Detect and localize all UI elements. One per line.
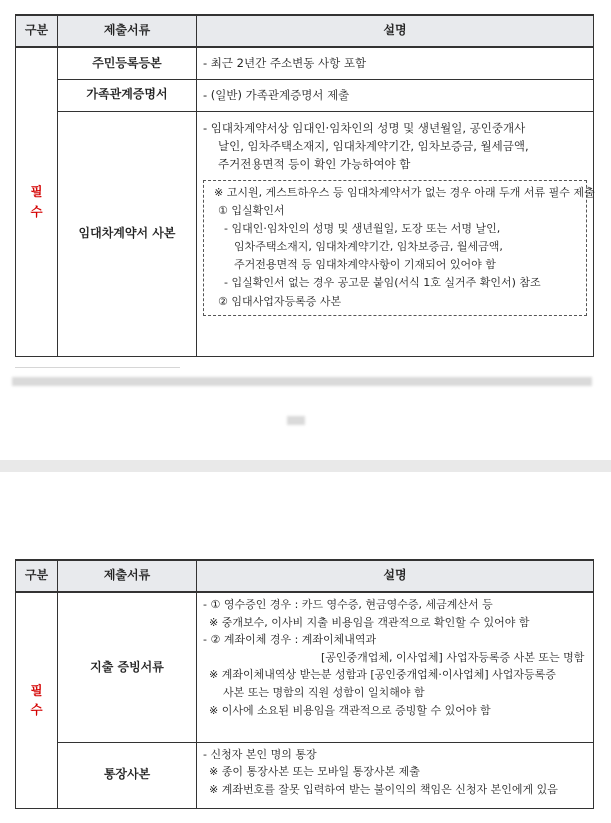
blurred-footnote [12,377,592,386]
description-line: - ① 영수증인 경우 : 카드 영수증, 현금영수증, 세금계산서 등 [203,598,493,611]
category-cell [16,47,58,356]
header-category: 구분 [16,15,58,47]
document-name: 가족관계증명서 [58,79,197,111]
header-description: 설명 [197,560,594,592]
description-cell [197,47,594,79]
header-category: 구분 [16,560,58,592]
note-line: 주거전용면적 등 임대차계약사항이 기재되어 있어야 함 [234,258,496,272]
note-line: - 입실확인서 없는 경우 공고문 붙임(서식 1호 실거주 확인서) 참조 [224,276,541,290]
description-line: 사본 또는 명함의 직원 성함이 일치해야 함 [223,685,425,699]
description-line: [공인중개업체, 이사업체] 사업자등록증 사본 또는 명함 [321,650,585,664]
category-char: 필 [30,682,43,698]
header-row [16,15,594,47]
description-line: ※ 종이 통장사본 또는 모바일 통장사본 제출 [209,765,420,779]
header-row [16,560,594,592]
note-line: ※ 고시원, 게스트하우스 등 임대차계약서가 없는 경우 아래 두개 서류 필수 제출 [214,185,595,199]
document-table-bottom [15,559,594,809]
category-cell [16,592,58,808]
category-char: 필 [30,184,43,200]
note-line: ② 임대사업자등록증 사본 [218,294,342,308]
description-line: - ② 계좌이체 경우 : 계좌이체내역과 [203,633,377,647]
description-line: ※ 중개보수, 이사비 지출 비용임을 객관적으로 확인할 수 있어야 함 [209,615,530,629]
document-name: 임대차계약서 사본 [58,111,197,356]
table-row [16,79,594,111]
description-cell [197,592,594,742]
description-line: - (일반) 가족관계증명서 제출 [203,87,350,102]
description-cell [197,742,594,808]
note-box [203,180,595,316]
category-char: 수 [30,203,43,219]
blurred-page-number [287,416,305,425]
header-document: 제출서류 [58,560,197,592]
footnote-divider [15,367,180,368]
table-row [16,47,594,79]
note-line: 임차주택소재지, 임대차계약기간, 임차보증금, 월세금액, [234,240,503,254]
description-line: ※ 계좌이체내역상 받는분 성함과 [공인중개업체·이사업체] 사업자등록증 [209,668,556,682]
table-row [16,742,594,808]
note-line: ① 입실확인서 [218,203,285,217]
page-gap [0,460,611,472]
document-name: 통장사본 [58,742,197,808]
description-cell [197,111,594,356]
document-table-top [15,14,594,357]
description-line: ※ 계좌번호를 잘못 입력하여 받는 불이익의 책임은 신청자 본인에게 있음 [209,782,558,796]
header-document: 제출서류 [58,15,197,47]
description-line: ※ 이사에 소요된 비용임을 객관적으로 증빙할 수 있어야 함 [209,703,491,717]
description-line: - 최근 2년간 주소변동 사항 포함 [203,56,367,71]
header-description: 설명 [197,15,594,47]
note-line: - 임대인·임차인의 성명 및 생년월일, 도장 또는 서명 날인, [224,221,501,235]
description-line: 주거전용면적 등이 확인 가능하여야 함 [218,157,411,172]
document-name: 주민등록등본 [58,47,197,79]
description-line: 날인, 임차주택소재지, 임대차계약기간, 임차보증금, 월세금액, [218,138,529,153]
description-cell [197,79,594,111]
table-row [16,111,594,356]
table-row [16,592,594,742]
description-line: - 임대차계약서상 임대인·임차인의 성명 및 생년월일, 공인중개사 [203,120,526,135]
document-name: 지출 증빙서류 [58,592,197,742]
description-line: - 신청자 본인 명의 통장 [203,747,317,761]
category-char: 수 [30,702,43,718]
